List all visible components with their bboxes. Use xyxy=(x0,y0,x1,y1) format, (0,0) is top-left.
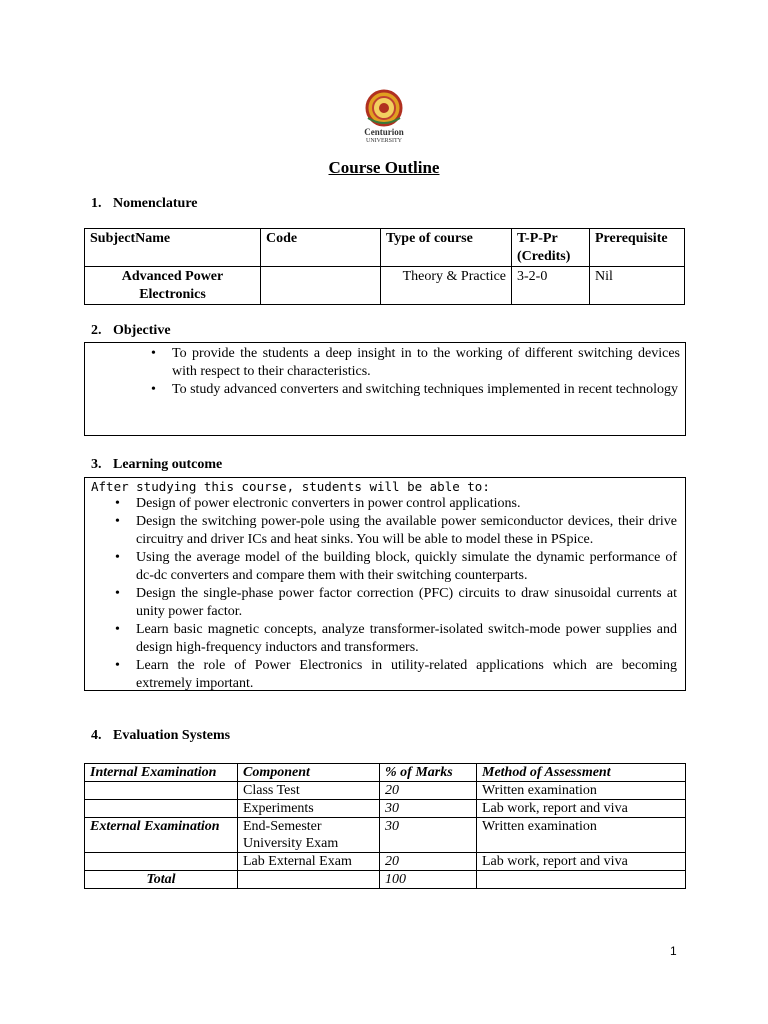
logo-wordmark xyxy=(344,128,424,146)
cell-component xyxy=(238,818,380,853)
component-line2: University Exam xyxy=(243,836,339,851)
header-credits-line1: T-P-Pr xyxy=(517,231,558,246)
cell-total-label: Total xyxy=(85,871,238,889)
page-title: Course Outline xyxy=(328,158,440,177)
list-item: • Learn basic magnetic concepts, analyze transformer-isolated switch-mode power supplies and design high-frequency inductors and transformers. xyxy=(136,621,677,657)
objective-box xyxy=(84,342,686,436)
cell-type: Theory & Practice xyxy=(381,267,512,305)
cell-marks: 30 xyxy=(380,818,477,853)
table-header-row xyxy=(85,764,686,782)
header-prerequisite: Prerequisite xyxy=(590,229,685,267)
learning-outcome-intro: After studying this course, students will be able to: xyxy=(91,479,490,494)
table-row xyxy=(85,800,686,818)
evaluation-table xyxy=(84,763,686,889)
cell-component xyxy=(238,871,380,889)
cell-method: Written examination xyxy=(477,818,686,853)
section-number: 3. xyxy=(91,457,102,472)
cell-method xyxy=(477,871,686,889)
header-type: Type of course xyxy=(381,229,512,267)
cell-group xyxy=(85,853,238,871)
section-title: Learning outcome xyxy=(113,457,223,472)
logo-text-university: UNIVERSITY xyxy=(366,138,402,144)
cell-component: Lab External Exam xyxy=(238,853,380,871)
cell-method: Written examination xyxy=(477,782,686,800)
table-total-row xyxy=(85,871,686,889)
header-credits xyxy=(512,229,590,267)
table-row xyxy=(85,267,685,305)
header-component: Component xyxy=(238,764,380,782)
page-number: 1 xyxy=(670,944,677,958)
section-title: Evaluation Systems xyxy=(113,728,231,743)
list-item: • Using the average model of the building block, quickly simulate the dynamic performance of dc-dc converters and compare them with their switching counterparts. xyxy=(136,549,677,585)
cell-code xyxy=(261,267,381,305)
cell-prerequisite: Nil xyxy=(590,267,685,305)
list-item: • Learn the role of Power Electronics in utility-related applications which are becoming extremely important. xyxy=(136,657,677,693)
cell-credits: 3-2-0 xyxy=(512,267,590,305)
section-nomenclature-heading xyxy=(91,196,198,212)
section-title: Nomenclature xyxy=(113,196,198,211)
cell-component: Class Test xyxy=(238,782,380,800)
learning-outcome-box xyxy=(84,477,686,691)
learning-outcome-list xyxy=(136,495,677,693)
cell-group-external: External Examination xyxy=(85,818,238,853)
cell-marks: 30 xyxy=(380,800,477,818)
cell-group xyxy=(85,800,238,818)
header-internal-examination: Internal Examination xyxy=(85,764,238,782)
logo-text-centurion: Centurion xyxy=(364,127,404,137)
list-item: • Design the single-phase power factor correction (PFC) circuits to draw sinusoidal currents at unity power factor. xyxy=(136,585,677,621)
section-number: 1. xyxy=(91,196,102,211)
table-row xyxy=(85,818,686,853)
section-title: Objective xyxy=(113,323,171,338)
list-item: • To provide the students a deep insight in to the working of different switching devices with respect to their characteristics. xyxy=(172,345,680,381)
table-header-row xyxy=(85,229,685,267)
section-evaluation-heading xyxy=(91,728,230,744)
subject-line2: Electronics xyxy=(139,287,206,302)
subject-line1: Advanced Power xyxy=(121,269,224,284)
header-subject: SubjectName xyxy=(85,229,261,267)
header-code: Code xyxy=(261,229,381,267)
list-item: • Design the switching power-pole using the available power semiconductor devices, their drive circuitry and driver ICs and heat sinks. You will be able to model these in PSpice. xyxy=(136,513,677,549)
cell-total-marks: 100 xyxy=(380,871,477,889)
section-learning-outcome-heading xyxy=(91,457,222,473)
cell-marks: 20 xyxy=(380,853,477,871)
table-row xyxy=(85,782,686,800)
objective-list xyxy=(172,345,680,399)
header-marks: % of Marks xyxy=(380,764,477,782)
section-number: 2. xyxy=(91,323,102,338)
component-line1: End-Semester xyxy=(243,819,322,834)
cell-subject xyxy=(85,267,261,305)
table-row xyxy=(85,853,686,871)
cell-component: Experiments xyxy=(238,800,380,818)
header-credits-line2: (Credits) xyxy=(517,249,571,264)
nomenclature-table xyxy=(84,228,685,305)
cell-method: Lab work, report and viva xyxy=(477,853,686,871)
section-number: 4. xyxy=(91,728,102,743)
list-item: • Design of power electronic converters in power control applications. xyxy=(136,495,677,513)
cell-method: Lab work, report and viva xyxy=(477,800,686,818)
section-objective-heading xyxy=(91,323,171,339)
cell-marks: 20 xyxy=(380,782,477,800)
cell-group xyxy=(85,782,238,800)
list-item: • To study advanced converters and switching techniques implemented in recent technology xyxy=(172,381,680,399)
header-method: Method of Assessment xyxy=(477,764,686,782)
